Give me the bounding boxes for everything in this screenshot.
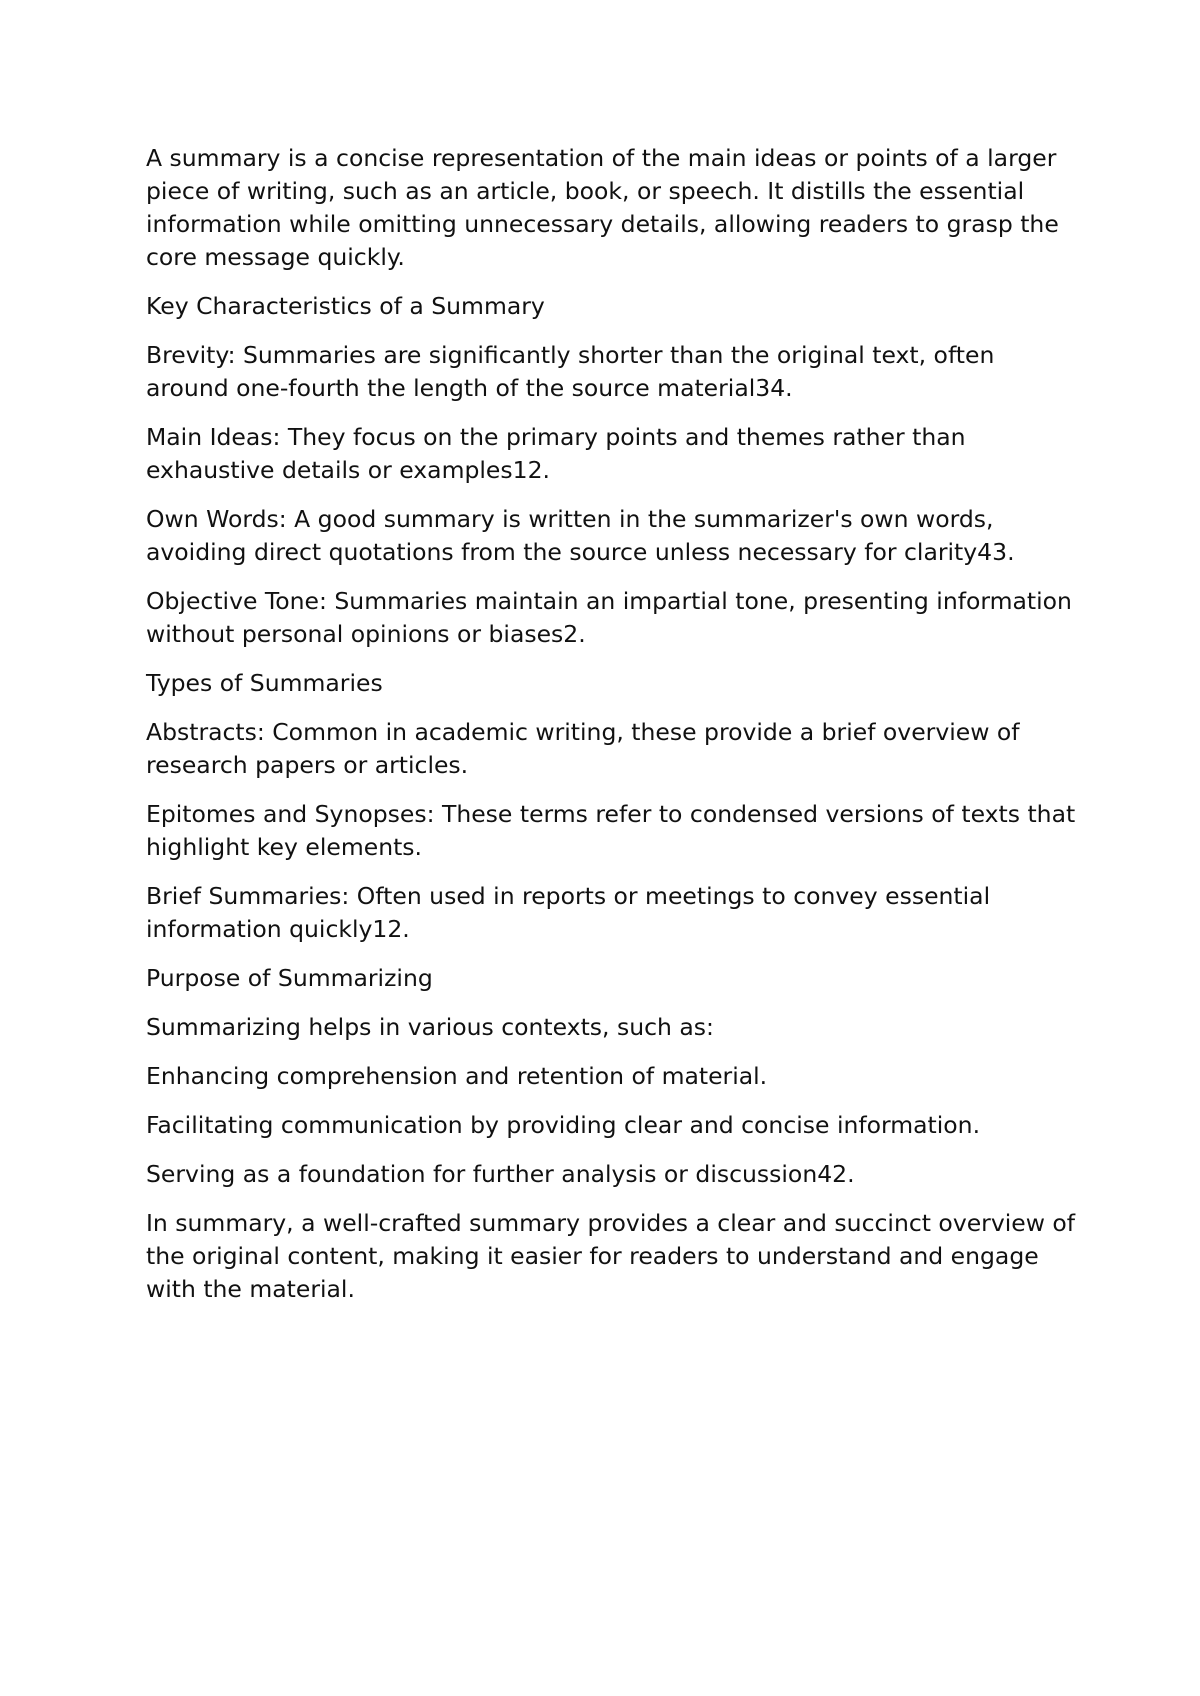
paragraph-epitomes: Epitomes and Synopses: These terms refer to condensed versions of texts that highlight key elements. bbox=[146, 800, 1076, 861]
paragraph-serving: Serving as a foundation for further analysis or discussion42. bbox=[146, 1160, 855, 1188]
paragraph-own-words: Own Words: A good summary is written in the summarizer's own words, avoiding direct quotations from the source unless necessary for clarity43. bbox=[146, 505, 1015, 566]
paragraph-brevity: Brevity: Summaries are significantly shorter than the original text, often around one-fourth the length of the source material34. bbox=[146, 341, 995, 402]
document-body bbox=[146, 142, 1076, 1322]
section-heading-purpose: Purpose of Summarizing bbox=[146, 964, 433, 992]
paragraph-contexts: Summarizing helps in various contexts, such as: bbox=[146, 1013, 714, 1041]
paragraph-abstracts: Abstracts: Common in academic writing, these provide a brief overview of research papers or articles. bbox=[146, 718, 1020, 779]
paragraph-enhancing: Enhancing comprehension and retention of material. bbox=[146, 1062, 768, 1090]
paragraph-facilitating: Facilitating communication by providing clear and concise information. bbox=[146, 1111, 981, 1139]
conclusion-paragraph: In summary, a well-crafted summary provides a clear and succinct overview of the original content, making it easier for readers to understand and engage with the material. bbox=[146, 1209, 1076, 1303]
intro-paragraph: A summary is a concise representation of the main ideas or points of a larger piece of writing, such as an article, book, or speech. It distills the essential information while omitting unnecessary details, allowing readers to grasp the core message quickly. bbox=[146, 144, 1059, 271]
section-heading-key-characteristics: Key Characteristics of a Summary bbox=[146, 292, 545, 320]
section-heading-types: Types of Summaries bbox=[146, 669, 383, 697]
paragraph-main-ideas: Main Ideas: They focus on the primary points and themes rather than exhaustive details or examples12. bbox=[146, 423, 966, 484]
paragraph-objective-tone: Objective Tone: Summaries maintain an impartial tone, presenting information without personal opinions or biases2. bbox=[146, 587, 1072, 648]
paragraph-brief-summaries: Brief Summaries: Often used in reports or meetings to convey essential information quickly12. bbox=[146, 882, 991, 943]
